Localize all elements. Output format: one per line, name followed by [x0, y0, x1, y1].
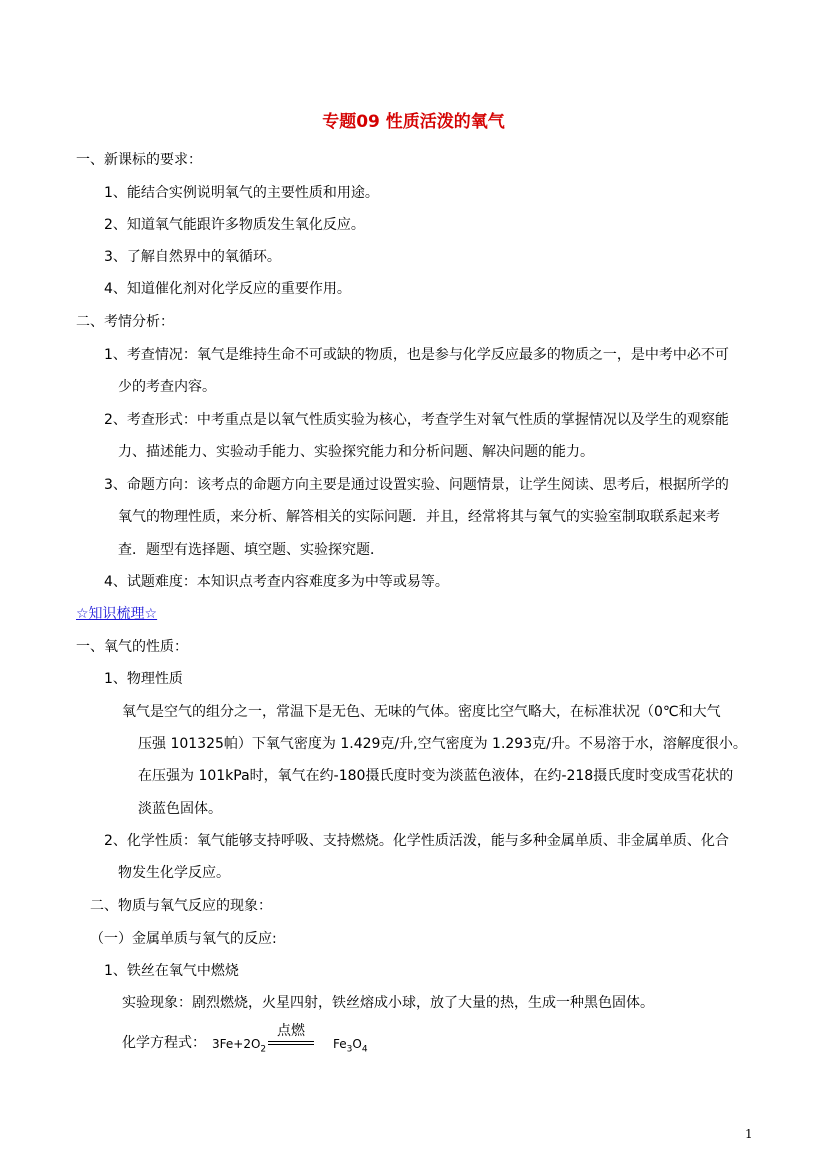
physical-properties-heading: 1、物理性质: [104, 671, 183, 687]
analysis-line: 查．题型有选择题、填空题、实验探究题．: [118, 542, 384, 558]
requirement-item: 1、能结合实例说明氧气的主要性质和用途。: [104, 185, 379, 201]
analysis-line: 少的考查内容。: [118, 379, 216, 395]
iron-wire-heading: 1、铁丝在氧气中燃烧: [104, 963, 239, 979]
analysis-line: 3、命题方向：该考点的命题方向主要是通过设置实验、问题情景，让学生阅读、思考后，根据所学的: [104, 477, 729, 493]
knowledge-review-link[interactable]: ☆知识梳理☆: [76, 606, 158, 622]
analysis-line: 4、试题难度：本知识点考查内容难度多为中等或易等。: [104, 574, 449, 590]
analysis-line: 氧气的物理性质，来分析、解答相关的实际问题．并且，经常将其与氧气的实验室制取联系起来考: [118, 509, 720, 525]
page-title: 专题09 性质活泼的氧气: [322, 112, 505, 132]
physical-line: 淡蓝色固体。: [138, 801, 222, 817]
equation-product: $Fe_3O_4$: [333, 1037, 368, 1055]
oxygen-properties-heading: 一、氧气的性质：: [76, 639, 188, 655]
requirement-item: 2、知道氧气能跟许多物质发生氧化反应。: [104, 217, 365, 233]
reaction-condition-arrow: [268, 1020, 314, 1045]
experiment-phenomenon: 实验现象：剧烈燃烧，火星四射，铁丝熔成小球，放了大量的热，生成一种黑色固体。: [122, 995, 654, 1011]
analysis-line: 力、描述能力、实验动手能力、实验探究能力和分析问题、解决问题的能力。: [118, 444, 594, 460]
ignition-condition: 点燃: [277, 1023, 305, 1039]
analysis-line: 2、考查形式：中考重点是以氧气性质实验为核心，考查学生对氧气性质的掌握情况以及学生的观察能: [104, 412, 729, 428]
reaction-phenomena-heading: 二、物质与氧气反应的现象：: [90, 898, 272, 914]
analysis-line: 1、考查情况：氧气是维持生命不可或缺的物质，也是参与化学反应最多的物质之一，是中考中必不可: [104, 347, 729, 363]
requirement-item: 4、知道催化剂对化学反应的重要作用。: [104, 281, 351, 297]
page-number: 1: [745, 1127, 753, 1141]
section2-heading: 二、考情分析：: [76, 314, 174, 330]
chemical-line: 物发生化学反应。: [118, 865, 230, 881]
physical-line: 在压强为 101kPa时，氧气在约-180摄氏度时变为淡蓝色液体，在约-218摄氏度时变成雪花状的: [138, 768, 734, 784]
requirement-item: 3、了解自然界中的氧循环。: [104, 249, 281, 265]
physical-line: 氧气是空气的组分之一，常温下是无色、无味的气体。密度比空气略大，在标准状况（0℃和大气: [122, 704, 721, 720]
equation-reactants: $3Fe+2O_2$: [212, 1037, 267, 1055]
equation-label: 化学方程式：: [122, 1035, 206, 1051]
section1-heading: 一、新课标的要求：: [76, 152, 202, 168]
chemical-line: 2、化学性质：氧气能够支持呼吸、支持燃烧。化学性质活泼，能与多种金属单质、非金属单质、化合: [104, 833, 729, 849]
physical-line: 压强 101325帕）下氧气密度为 1.429克/升,空气密度为 1.293克/升。不易溶于水，溶解度很小。: [138, 736, 747, 752]
metal-reactions-subheading: （一）金属单质与氧气的反应:: [90, 931, 277, 947]
